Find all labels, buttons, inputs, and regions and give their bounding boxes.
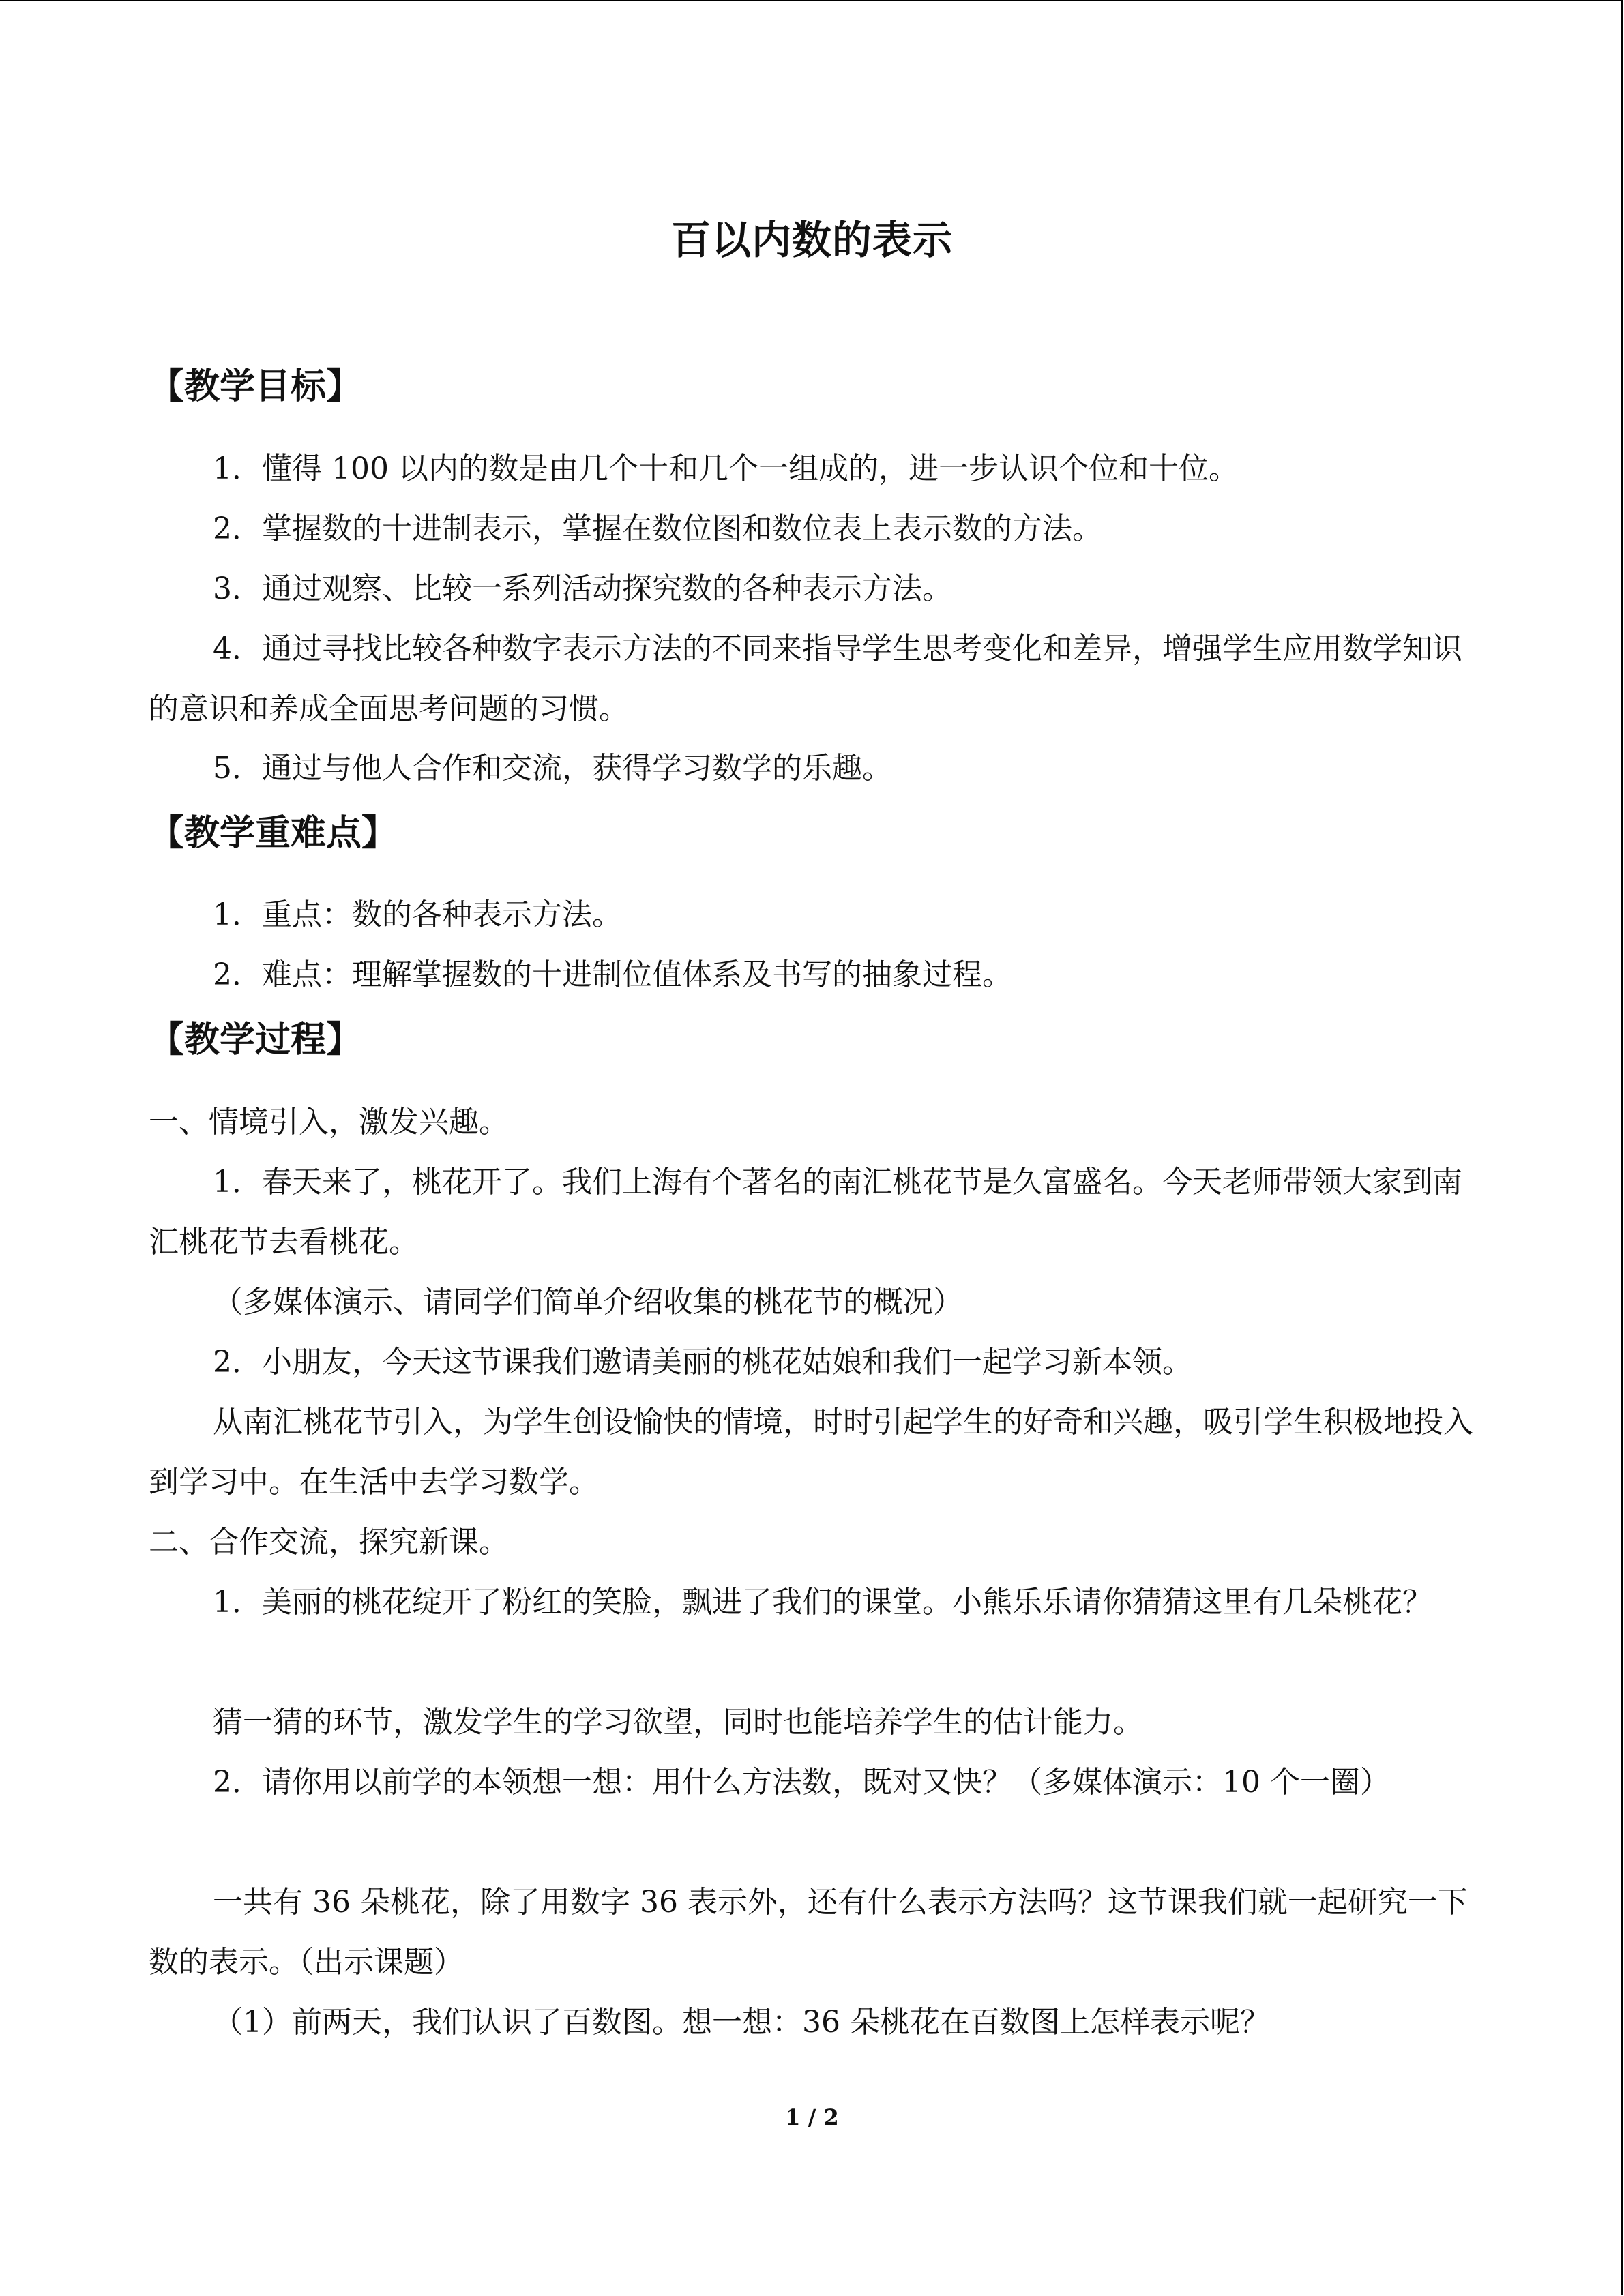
process-part2-title: 二、合作交流，探究新课。 xyxy=(149,1525,509,1560)
process-part1-paragraph-3: 2．小朋友，今天这节课我们邀请美丽的桃花姑娘和我们一起学习新本领。 xyxy=(213,1345,1192,1380)
objective-item-1: 1．懂得 100 以内的数是由几个十和几个一组成的，进一步认识个位和十位。 xyxy=(213,451,1239,486)
objective-item-4: 4．通过寻找比较各种数字表示方法的不同来指导学生思考变化和差异，增强学生应用数学知识的意识和养成全面思考问题的习惯。 xyxy=(149,631,1462,726)
process-part2-paragraph-3: 2．请你用以前学的本领想一想：用什么方法数，既对又快？（多媒体演示：10 个一圈） xyxy=(213,1765,1390,1800)
process-part2-paragraph-1: 1．美丽的桃花绽开了粉红的笑脸，飘进了我们的课堂。小熊乐乐请你猜猜这里有几朵桃花？ xyxy=(213,1585,1432,1620)
process-part2-paragraph-4: 一共有 36 朵桃花，除了用数字 36 表示外，还有什么表示方法吗？这节课我们就一起研究一下数的表示。（出示课题） xyxy=(149,1885,1468,1980)
objective-item-3: 3．通过观察、比较一系列活动探究数的各种表示方法。 xyxy=(213,571,952,606)
objective-item-5: 5．通过与他人合作和交流，获得学习数学的乐趣。 xyxy=(213,751,892,786)
key-point-item-1: 1．重点：数的各种表示方法。 xyxy=(213,897,622,932)
process-part2-paragraph-5: （1）前两天，我们认识了百数图。想一想：36 朵桃花在百数图上怎样表示呢？ xyxy=(213,2005,1270,2040)
process-part1-paragraph-4: 从南汇桃花节引入，为学生创设愉快的情境，时时引起学生的好奇和兴趣，吸引学生积极地投入到学习中。在生活中去学习数学。 xyxy=(149,1405,1473,1500)
objective-item-2: 2．掌握数的十进制表示，掌握在数位图和数位表上表示数的方法。 xyxy=(213,511,1102,546)
section-heading-objectives: 【教学目标】 xyxy=(149,366,362,407)
process-part1-paragraph-1: 1．春天来了，桃花开了。我们上海有个著名的南汇桃花节是久富盛名。今天老师带领大家到南汇桃花节去看桃花。 xyxy=(149,1165,1462,1259)
document-title: 百以内数的表示 xyxy=(670,217,953,263)
section-heading-key-points: 【教学重难点】 xyxy=(149,813,398,854)
process-part1-paragraph-2: （多媒体演示、请同学们简单介绍收集的桃花节的概况） xyxy=(213,1285,963,1320)
page-number-footer: 1 / 2 xyxy=(785,2104,839,2130)
section-heading-process: 【教学过程】 xyxy=(149,1019,362,1060)
process-part2-paragraph-2: 猜一猜的环节，激发学生的学习欲望，同时也能培养学生的估计能力。 xyxy=(213,1705,1143,1740)
key-point-item-2: 2．难点：理解掌握数的十进制位值体系及书写的抽象过程。 xyxy=(213,957,1012,992)
process-part1-title: 一、情境引入，激发兴趣。 xyxy=(149,1105,509,1139)
